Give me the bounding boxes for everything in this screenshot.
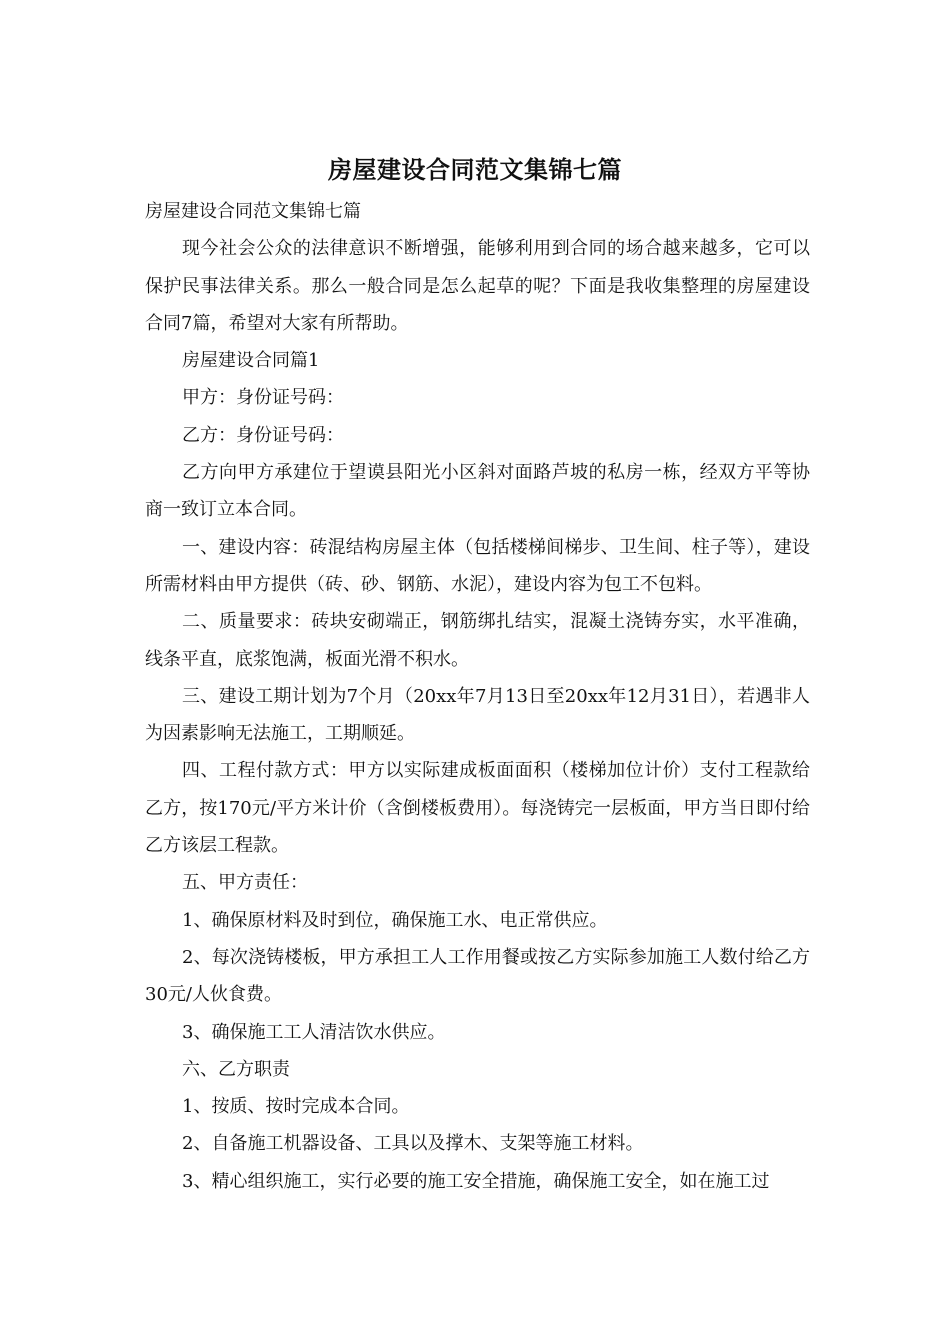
- paragraph: 甲方：身份证号码：: [182, 387, 344, 409]
- paragraph: 三、建设工期计划为7个月（20xx年7月13日至20xx年12月31日），若遇非人为因素影响无法施工，工期顺延。: [145, 685, 810, 745]
- paragraph: 3、精心组织施工，实行必要的施工安全措施，确保施工安全，如在施工过: [182, 1170, 770, 1192]
- paragraph: 一、建设内容：砖混结构房屋主体（包括楼梯间梯步、卫生间、柱子等），建设所需材料由甲方提供（砖、砂、钢筋、水泥），建设内容为包工不包料。: [145, 536, 810, 595]
- paragraph: 现今社会公众的法律意识不断增强，能够利用到合同的场合越来越多，它可以保护民事法律关系。那么一般合同是怎么起草的呢？下面是我收集整理的房屋建设合同7篇，希望对大家有所帮助。: [145, 238, 810, 334]
- paragraph: 六、乙方职责: [182, 1058, 290, 1080]
- document-body: [145, 193, 810, 1200]
- paragraph: 四、工程付款方式：甲方以实际建成板面面积（楼梯加位计价）支付工程款给乙方，按170元/平方米计价（含倒楼板费用）。每浇铸完一层板面，甲方当日即付给乙方该层工程款。: [145, 760, 810, 857]
- paragraph: 2、自备施工机器设备、工具以及撑木、支架等施工材料。: [182, 1133, 644, 1155]
- paragraph: 房屋建设合同篇1: [182, 350, 320, 372]
- paragraph: 乙方：身份证号码：: [182, 424, 344, 446]
- document-title: 房屋建设合同范文集锦七篇: [328, 155, 622, 184]
- paragraph: 1、按质、按时完成本合同。: [182, 1096, 410, 1118]
- paragraph: 1、确保原材料及时到位，确保施工水、电正常供应。: [182, 909, 608, 931]
- paragraph: 2、每次浇铸楼板，甲方承担工人工作用餐或按乙方实际参加施工人数付给乙方30元/人伙食费。: [145, 946, 810, 1006]
- paragraph: 乙方向甲方承建位于望谟县阳光小区斜对面路芦坡的私房一栋，经双方平等协商一致订立本合同。: [145, 462, 810, 521]
- paragraph: 房屋建设合同范文集锦七篇: [145, 201, 361, 222]
- paragraph: 3、确保施工工人清洁饮水供应。: [182, 1021, 446, 1043]
- paragraph: 二、质量要求：砖块安砌端正，钢筋绑扎结实，混凝土浇铸夯实，水平准确，线条平直，底浆饱满，板面光滑不积水。: [145, 611, 810, 670]
- paragraph: 五、甲方责任：: [182, 872, 308, 894]
